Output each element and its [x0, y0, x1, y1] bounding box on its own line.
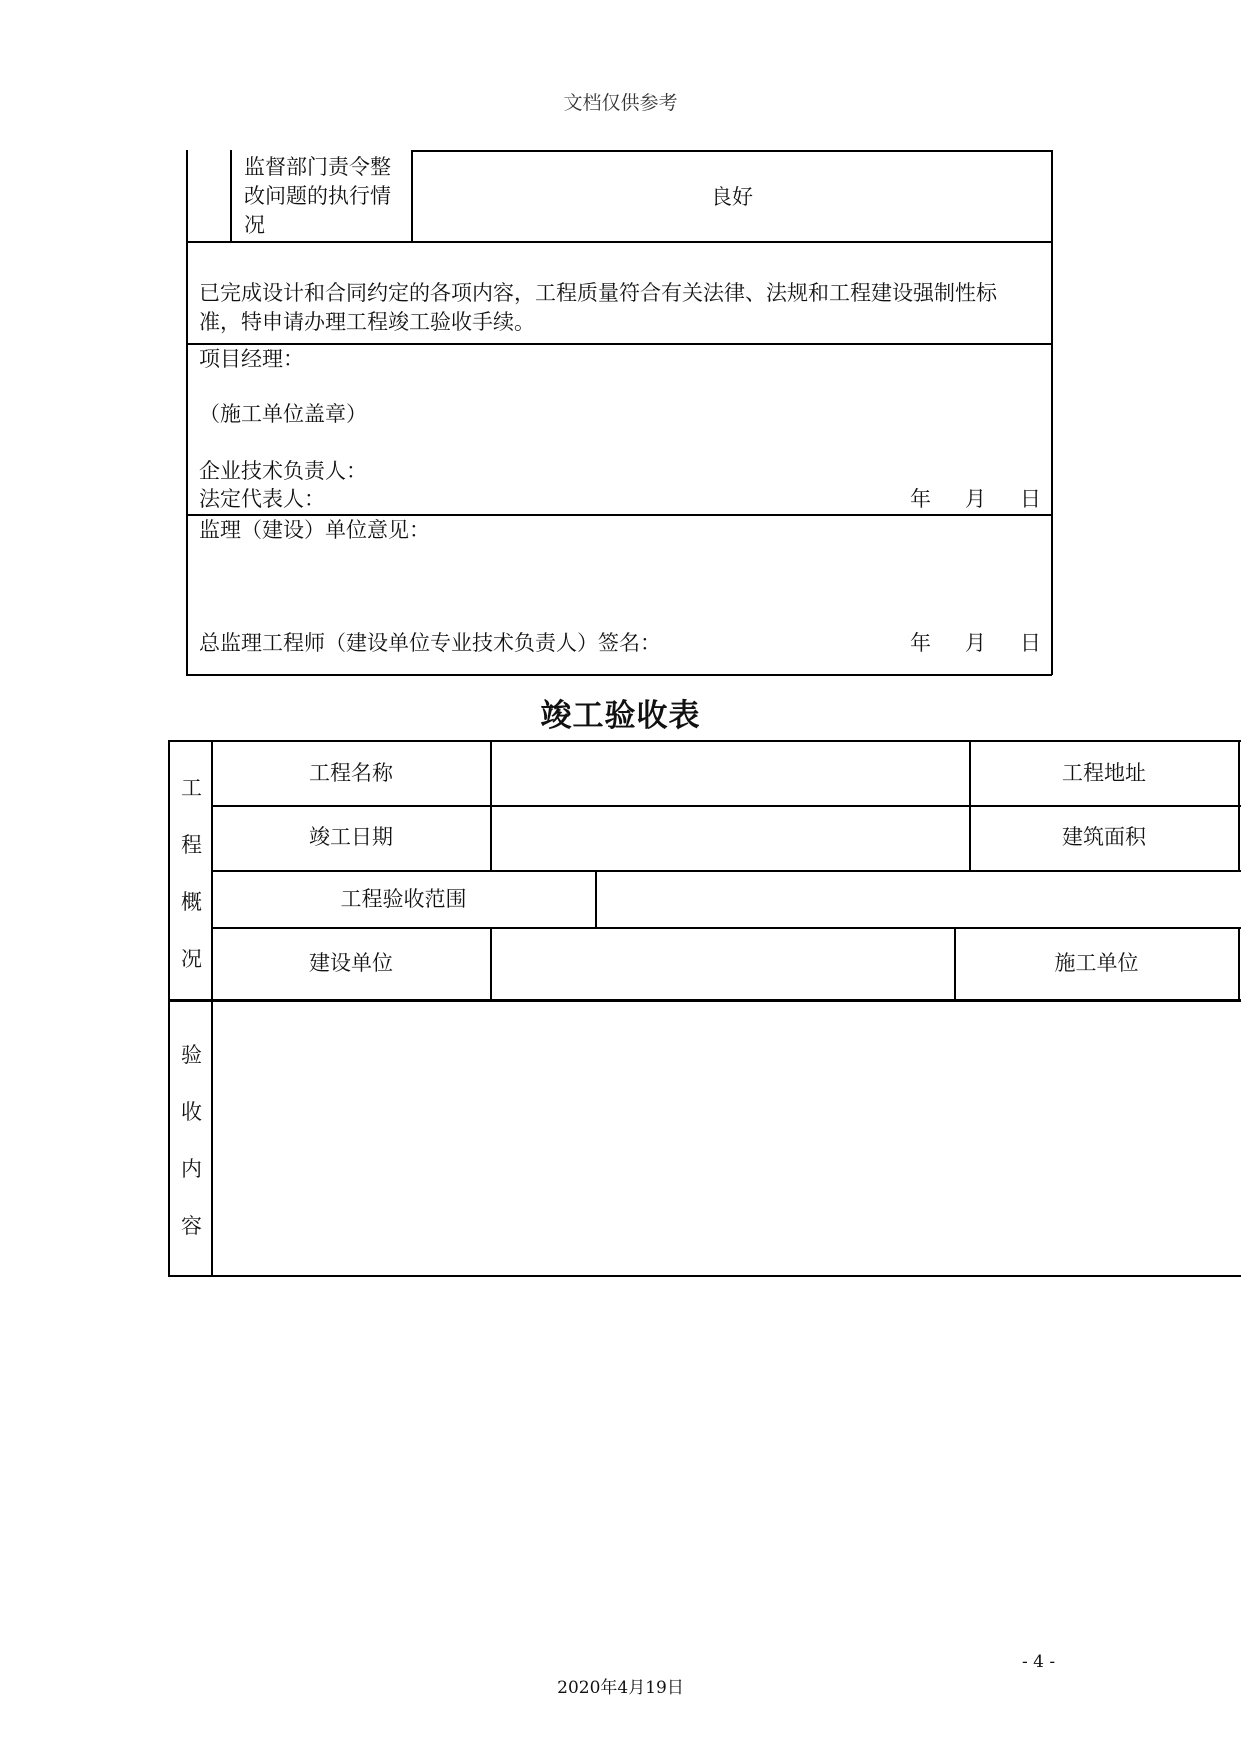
table-row-line	[186, 514, 1052, 516]
date-day: 日	[1020, 631, 1041, 655]
table-row-line	[211, 927, 1241, 929]
chief-engineer-sign-label: 总监理工程师（建设单位专业技术负责人）签名：	[199, 631, 661, 655]
table-divider	[1238, 740, 1240, 871]
supervisor-opinion-label: 监理（建设）单位意见：	[199, 518, 430, 542]
table-divider	[490, 927, 492, 1000]
table-border-bottom	[186, 674, 1052, 676]
contractor-label: 施工单位	[1054, 951, 1139, 975]
building-area-label: 建筑面积	[1062, 825, 1146, 849]
acceptance-scope-label: 工程验收范围	[340, 887, 467, 911]
date-year: 年	[910, 631, 931, 655]
date-day: 日	[1020, 487, 1041, 511]
page-number: - 4 -	[1022, 1652, 1056, 1672]
date-month: 月	[965, 631, 986, 655]
table-divider	[211, 740, 213, 1277]
project-name-label: 工程名称	[309, 761, 393, 785]
table-divider	[490, 740, 492, 871]
tech-lead-label: 企业技术负责人：	[199, 459, 367, 483]
table-row-line	[186, 343, 1052, 345]
builder-label: 建设单位	[309, 951, 393, 975]
inspection-value: 良好	[711, 185, 753, 209]
completion-date-label: 竣工日期	[309, 825, 393, 849]
table-row-line	[211, 870, 1241, 872]
table-border-bottom	[168, 1275, 1241, 1277]
project-address-label: 工程地址	[1062, 761, 1146, 785]
date-year: 年	[910, 487, 931, 511]
construction-seal-label: （施工单位盖章）	[199, 402, 367, 426]
section-separator	[168, 999, 1241, 1002]
table-divider	[595, 870, 597, 928]
table-border-top	[168, 740, 1241, 742]
legal-rep-label: 法定代表人：	[199, 487, 325, 511]
date-month: 月	[965, 487, 986, 511]
project-manager-label: 项目经理：	[199, 347, 304, 371]
table-divider	[230, 150, 232, 242]
footer-date: 2020年4月19日	[557, 1678, 684, 1698]
table-border-left	[168, 740, 170, 1277]
acceptance-form-title: 竣工验收表	[540, 698, 701, 734]
table-divider	[1238, 927, 1240, 1000]
table-row-line	[211, 805, 1241, 807]
table-row-line	[186, 241, 1052, 243]
table-border-right	[1051, 150, 1053, 675]
table-border-top	[411, 150, 1052, 152]
table-border-left	[186, 150, 188, 675]
page-header: 文档仅供参考	[563, 92, 678, 114]
